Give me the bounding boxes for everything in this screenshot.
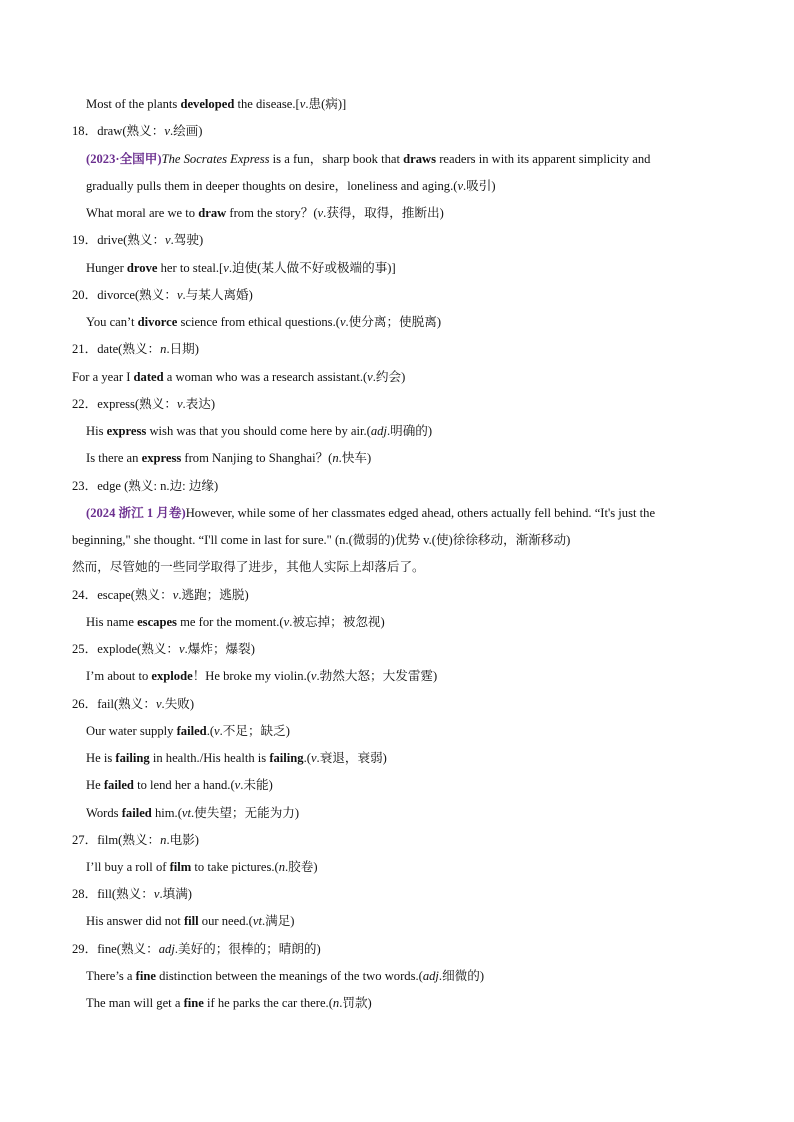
text-segment: I’ll buy a roll of xyxy=(86,860,170,874)
text-segment: 27．film(熟义： xyxy=(72,833,161,847)
text-segment: There’s a xyxy=(86,969,136,983)
text-segment: He is xyxy=(86,751,116,765)
text-segment: .罚款) xyxy=(339,996,372,1010)
entry-heading xyxy=(72,587,249,603)
text-segment: if he parks the car there.( xyxy=(203,996,333,1010)
example-line xyxy=(86,450,371,466)
text-segment: our need.( xyxy=(198,914,253,928)
keyword: explode xyxy=(151,669,193,683)
text-segment: .( xyxy=(206,724,215,738)
text-segment: .满足) xyxy=(261,914,295,928)
part-of-speech: v xyxy=(165,233,171,247)
text-segment: 29．fine(熟义： xyxy=(72,942,159,956)
text-segment: .不足；缺乏) xyxy=(219,724,290,738)
part-of-speech: v xyxy=(234,778,241,792)
part-of-speech: v xyxy=(176,397,183,411)
text-segment: ！He broke my violin.( xyxy=(192,669,311,683)
entry-heading xyxy=(72,641,255,657)
text-segment: 25．explode(熟义： xyxy=(72,642,180,656)
text-segment: Most of the plants xyxy=(86,97,181,111)
part-of-speech: The Socrates Express xyxy=(161,152,270,166)
example-line xyxy=(86,505,655,521)
text-segment: .日期) xyxy=(166,342,199,356)
keyword: fine xyxy=(183,996,204,1010)
text-segment: distinction between the meanings of the two words.( xyxy=(155,969,423,983)
part-of-speech: adj xyxy=(370,424,387,438)
keyword: failing xyxy=(115,751,150,765)
example-line xyxy=(72,369,405,385)
example-line xyxy=(86,995,372,1011)
translation-line xyxy=(72,559,425,575)
part-of-speech: v xyxy=(172,588,179,602)
example-line xyxy=(86,805,299,821)
keyword: failed xyxy=(176,724,207,738)
text-segment: .使分离；使脱离) xyxy=(345,315,442,329)
text-segment: You can’t xyxy=(86,315,138,329)
example-line xyxy=(72,532,570,548)
entry-heading xyxy=(72,287,253,303)
text-segment: The man will get a xyxy=(86,996,184,1010)
example-line xyxy=(86,750,387,766)
text-segment: .失败) xyxy=(161,697,195,711)
text-segment: .电影) xyxy=(166,833,199,847)
text-segment: What moral are we to xyxy=(86,206,199,220)
part-of-speech: adj xyxy=(158,942,175,956)
text-segment: His xyxy=(86,424,107,438)
entry-heading xyxy=(72,396,215,412)
entry-heading xyxy=(72,696,194,712)
part-of-speech: v xyxy=(179,642,185,656)
keyword: express xyxy=(141,451,182,465)
keyword: fine xyxy=(135,969,156,983)
text-segment: .获得，取得，推断出) xyxy=(323,206,444,220)
text-segment: .( xyxy=(303,751,311,765)
text-segment: Is there an xyxy=(86,451,142,465)
part-of-speech: n xyxy=(160,342,167,356)
part-of-speech: v xyxy=(176,288,183,302)
part-of-speech: v xyxy=(339,315,346,329)
text-segment: .未能) xyxy=(240,778,273,792)
text-segment: 28．fill(熟义： xyxy=(72,887,154,901)
keyword: express xyxy=(106,424,147,438)
entry-heading xyxy=(72,341,199,357)
text-segment: from Nanjing to Shanghai？( xyxy=(181,451,333,465)
text-segment: His answer did not xyxy=(86,914,184,928)
text-segment: to take pictures.( xyxy=(191,860,279,874)
keyword: drove xyxy=(126,261,158,275)
text-segment: science from ethical questions.( xyxy=(177,315,340,329)
part-of-speech: v xyxy=(310,751,317,765)
text-segment: .被忘掉；被忽视) xyxy=(289,615,385,629)
text-segment: For a year I xyxy=(72,370,134,384)
entry-heading xyxy=(72,478,218,494)
text-segment: .表达) xyxy=(182,397,216,411)
text-segment: to lend her a hand.( xyxy=(133,778,235,792)
text-segment: 23．edge (熟义: n.边: 边缘) xyxy=(72,479,219,493)
text-segment: .胶卷) xyxy=(285,860,318,874)
entry-heading xyxy=(72,832,199,848)
text-segment: Hunger xyxy=(86,261,127,275)
example-line xyxy=(86,178,496,194)
example-line xyxy=(86,614,385,630)
part-of-speech: n xyxy=(160,833,167,847)
example-line xyxy=(86,913,294,929)
text-segment: .绘画) xyxy=(169,124,203,138)
part-of-speech: v xyxy=(223,261,229,275)
text-segment: a woman who was a research assistant.( xyxy=(163,370,368,384)
text-segment: .爆炸；爆裂) xyxy=(184,642,255,656)
example-line xyxy=(86,314,441,330)
keyword: divorce xyxy=(137,315,178,329)
text-segment: 20．divorce(熟义： xyxy=(72,288,177,302)
part-of-speech: v xyxy=(155,697,162,711)
text-segment: gradually pulls them in deeper thoughts on desire，loneliness and aging.( xyxy=(86,179,458,193)
keyword: failed xyxy=(121,806,152,820)
text-segment: the disease.[ xyxy=(234,97,300,111)
example-line xyxy=(86,668,437,684)
text-segment: 24．escape(熟义： xyxy=(72,588,173,602)
text-segment: .明确的) xyxy=(386,424,433,438)
part-of-speech: v xyxy=(299,97,306,111)
example-line xyxy=(86,968,484,984)
part-of-speech: n xyxy=(332,996,340,1010)
text-segment: .美好的；很棒的；晴朗的) xyxy=(174,942,321,956)
source-tag: (2023·全国甲) xyxy=(86,152,162,166)
text-segment: readers in with its apparent simplicity and xyxy=(436,152,651,166)
text-segment: 21．date(熟义： xyxy=(72,342,161,356)
keyword: fill xyxy=(183,914,199,928)
example-line xyxy=(86,96,346,112)
part-of-speech: v xyxy=(317,206,324,220)
part-of-speech: v xyxy=(283,615,290,629)
keyword: draw xyxy=(198,206,227,220)
example-line xyxy=(86,260,396,276)
part-of-speech: vt xyxy=(252,914,262,928)
entry-heading xyxy=(72,941,321,957)
text-segment: her to steal.[ xyxy=(157,261,224,275)
text-segment: .使失望；无能为力) xyxy=(191,806,300,820)
text-segment: from the story？( xyxy=(226,206,318,220)
keyword: dated xyxy=(133,370,164,384)
part-of-speech: v xyxy=(367,370,373,384)
text-segment: Our water supply xyxy=(86,724,177,738)
text-segment: him.( xyxy=(151,806,182,820)
text-segment: .患(病)] xyxy=(305,97,347,111)
text-segment: 19．drive(熟义： xyxy=(72,233,166,247)
text-segment: is a fun，sharp book that xyxy=(269,152,404,166)
text-segment: .逃跑；逃脱) xyxy=(178,588,249,602)
text-segment: His name xyxy=(86,615,138,629)
example-line xyxy=(86,205,444,221)
keyword: failing xyxy=(269,751,304,765)
text-segment: He xyxy=(86,778,104,792)
part-of-speech: vt xyxy=(181,806,191,820)
example-line xyxy=(86,777,273,793)
part-of-speech: n xyxy=(332,451,339,465)
text-segment: 22．express(熟义： xyxy=(72,397,177,411)
entry-heading xyxy=(72,123,202,139)
text-segment: .吸引) xyxy=(463,179,496,193)
text-segment: in health./His health is xyxy=(149,751,270,765)
keyword: failed xyxy=(103,778,134,792)
entry-heading xyxy=(72,232,203,248)
keyword: developed xyxy=(180,97,235,111)
part-of-speech: n xyxy=(278,860,286,874)
text-segment: .勃然大怒；大发雷霆) xyxy=(316,669,438,683)
text-segment: 26．fail(熟义： xyxy=(72,697,156,711)
part-of-speech: v xyxy=(310,669,317,683)
text-segment: beginning," she thought. “I'll come in last for sure." (n.(微弱的)优势 v.(使)徐徐移动，渐渐移动) xyxy=(72,533,571,547)
text-segment: .快车) xyxy=(338,451,372,465)
text-segment: .细微的) xyxy=(438,969,485,983)
text-segment: Words xyxy=(86,806,122,820)
entry-heading xyxy=(72,886,192,902)
text-segment: me for the moment.( xyxy=(176,615,284,629)
text-segment: I’m about to xyxy=(86,669,152,683)
example-line xyxy=(86,423,432,439)
example-line xyxy=(86,723,290,739)
text-segment: .与某人离婚) xyxy=(182,288,253,302)
keyword: draws xyxy=(403,152,437,166)
source-tag: (2024 浙江 1 月卷) xyxy=(86,506,186,520)
text-segment: .衰退，衰弱) xyxy=(316,751,387,765)
example-line xyxy=(86,151,650,167)
part-of-speech: v xyxy=(214,724,220,738)
text-segment: .约会) xyxy=(372,370,406,384)
part-of-speech: adj xyxy=(422,969,439,983)
text-segment: wish was that you should come here by air.( xyxy=(146,424,371,438)
text-segment: 18．draw(熟义： xyxy=(72,124,165,138)
text-segment: 然而，尽管她的一些同学取得了进步，其他人实际上却落后了。 xyxy=(72,560,425,574)
text-segment: .驾驶) xyxy=(170,233,204,247)
keyword: escapes xyxy=(137,615,177,629)
part-of-speech: v xyxy=(457,179,464,193)
part-of-speech: v xyxy=(153,887,160,901)
keyword: film xyxy=(169,860,192,874)
text-segment: .填满) xyxy=(159,887,192,901)
part-of-speech: v xyxy=(164,124,170,138)
text-segment: .迫使(某人做不好或极端的事)] xyxy=(228,261,396,275)
example-line xyxy=(86,859,318,875)
text-segment: However, while some of her classmates edged ahead, others actually fell behind. “It's just the xyxy=(185,506,656,520)
